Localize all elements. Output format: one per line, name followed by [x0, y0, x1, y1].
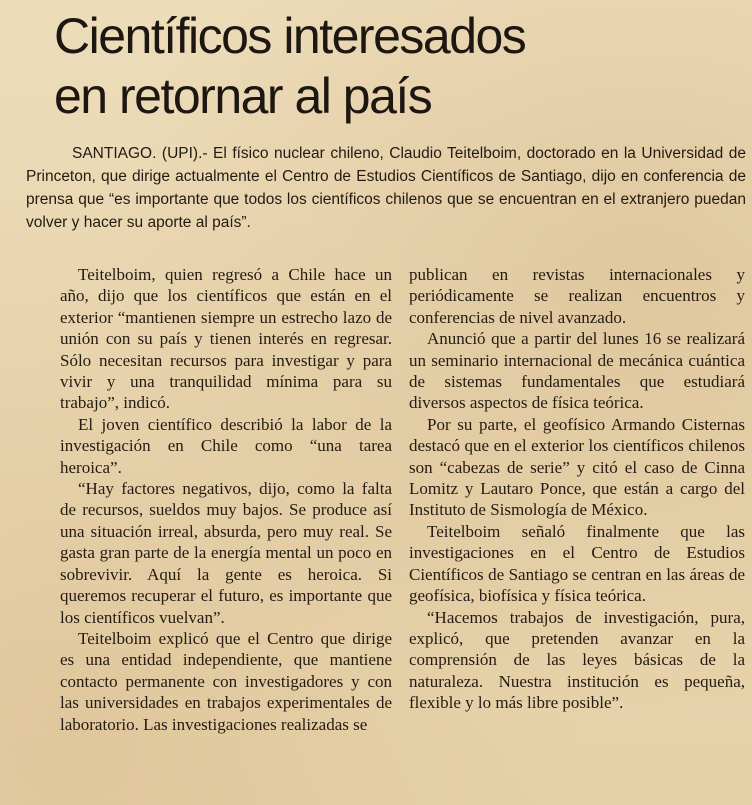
right-column — [409, 264, 745, 714]
body-paragraph: Teitelboim señaló finalmente que las investigaciones en el Centro de Estudios Científicos de Santiago se centran en las áreas de geofísica, biofísica y física teórica. — [409, 521, 745, 606]
body-paragraph: “Hay factores negativos, dijo, como la falta de recursos, sueldos muy bajos. Se produce así una situación irreal, absurda, pero muy real. Se gasta gran parte de la energía mental un poco en sobrevivir. Aquí la gente es heroica. Si queremos recuperar el futuro, es importante que los científicos vuelvan”. — [60, 479, 392, 627]
headline-line-1: Científicos interesados — [54, 8, 526, 64]
body-paragraph: Teitelboim explicó que el Centro que dirige es una entidad independiente, que mantiene contacto permanente con investigadores y con las universidades en trabajos experimentales de laboratorio. Las investigaciones realizadas se — [60, 628, 392, 734]
lead-paragraph: SANTIAGO. (UPI).- El físico nuclear chileno, Claudio Teitelboim, doctorado en la Universidad de Princeton, que dirige actualmente el Centro de Estudios Científicos de Santiago, dijo en conferencia de prensa que “es importante que todos los científicos chilenos que se encuentran en el extranjero puedan volver y hacer su aporte al país”. — [26, 145, 746, 231]
body-paragraph: Teitelboim, quien regresó a Chile hace un año, dijo que los científicos que están en el exterior “mantienen siempre un estrecho lazo de unión con su país y tienen interés en regresar. Sólo necesitan recursos para investigar y para vivir y una tranquilidad mínima para su trabajo”, indicó. — [60, 265, 392, 413]
body-paragraph: “Hacemos trabajos de investigación, pura, explicó, que pretenden avanzar en la comprensión de las leyes básicas de la naturaleza. Nuestra institución es pequeña, flexible y lo más libre posible”. — [409, 607, 745, 713]
body-paragraph: Por su parte, el geofísico Armando Cisternas destacó que en el exterior los científicos chilenos son “cabezas de serie” y citó el caso de Cinna Lomitz y Lautaro Ponce, que están a cargo del Instituto de Sismología de México. — [409, 414, 745, 520]
body-paragraph: El joven científico describió la labor de la investigación en Chile como “una tarea heroica”. — [60, 414, 392, 477]
left-column — [60, 264, 392, 735]
headline — [54, 6, 744, 126]
headline-line-2: en retornar al país — [54, 68, 432, 124]
body-paragraph: publican en revistas internacionales y periódicamente se realizan encuentros y conferencias de nivel avanzado. — [409, 265, 745, 327]
body-paragraph: Anunció que a partir del lunes 16 se realizará un seminario internacional de mecánica cuántica de sistemas fundamentales que estudiará diversos aspectos de física teórica. — [409, 329, 745, 413]
